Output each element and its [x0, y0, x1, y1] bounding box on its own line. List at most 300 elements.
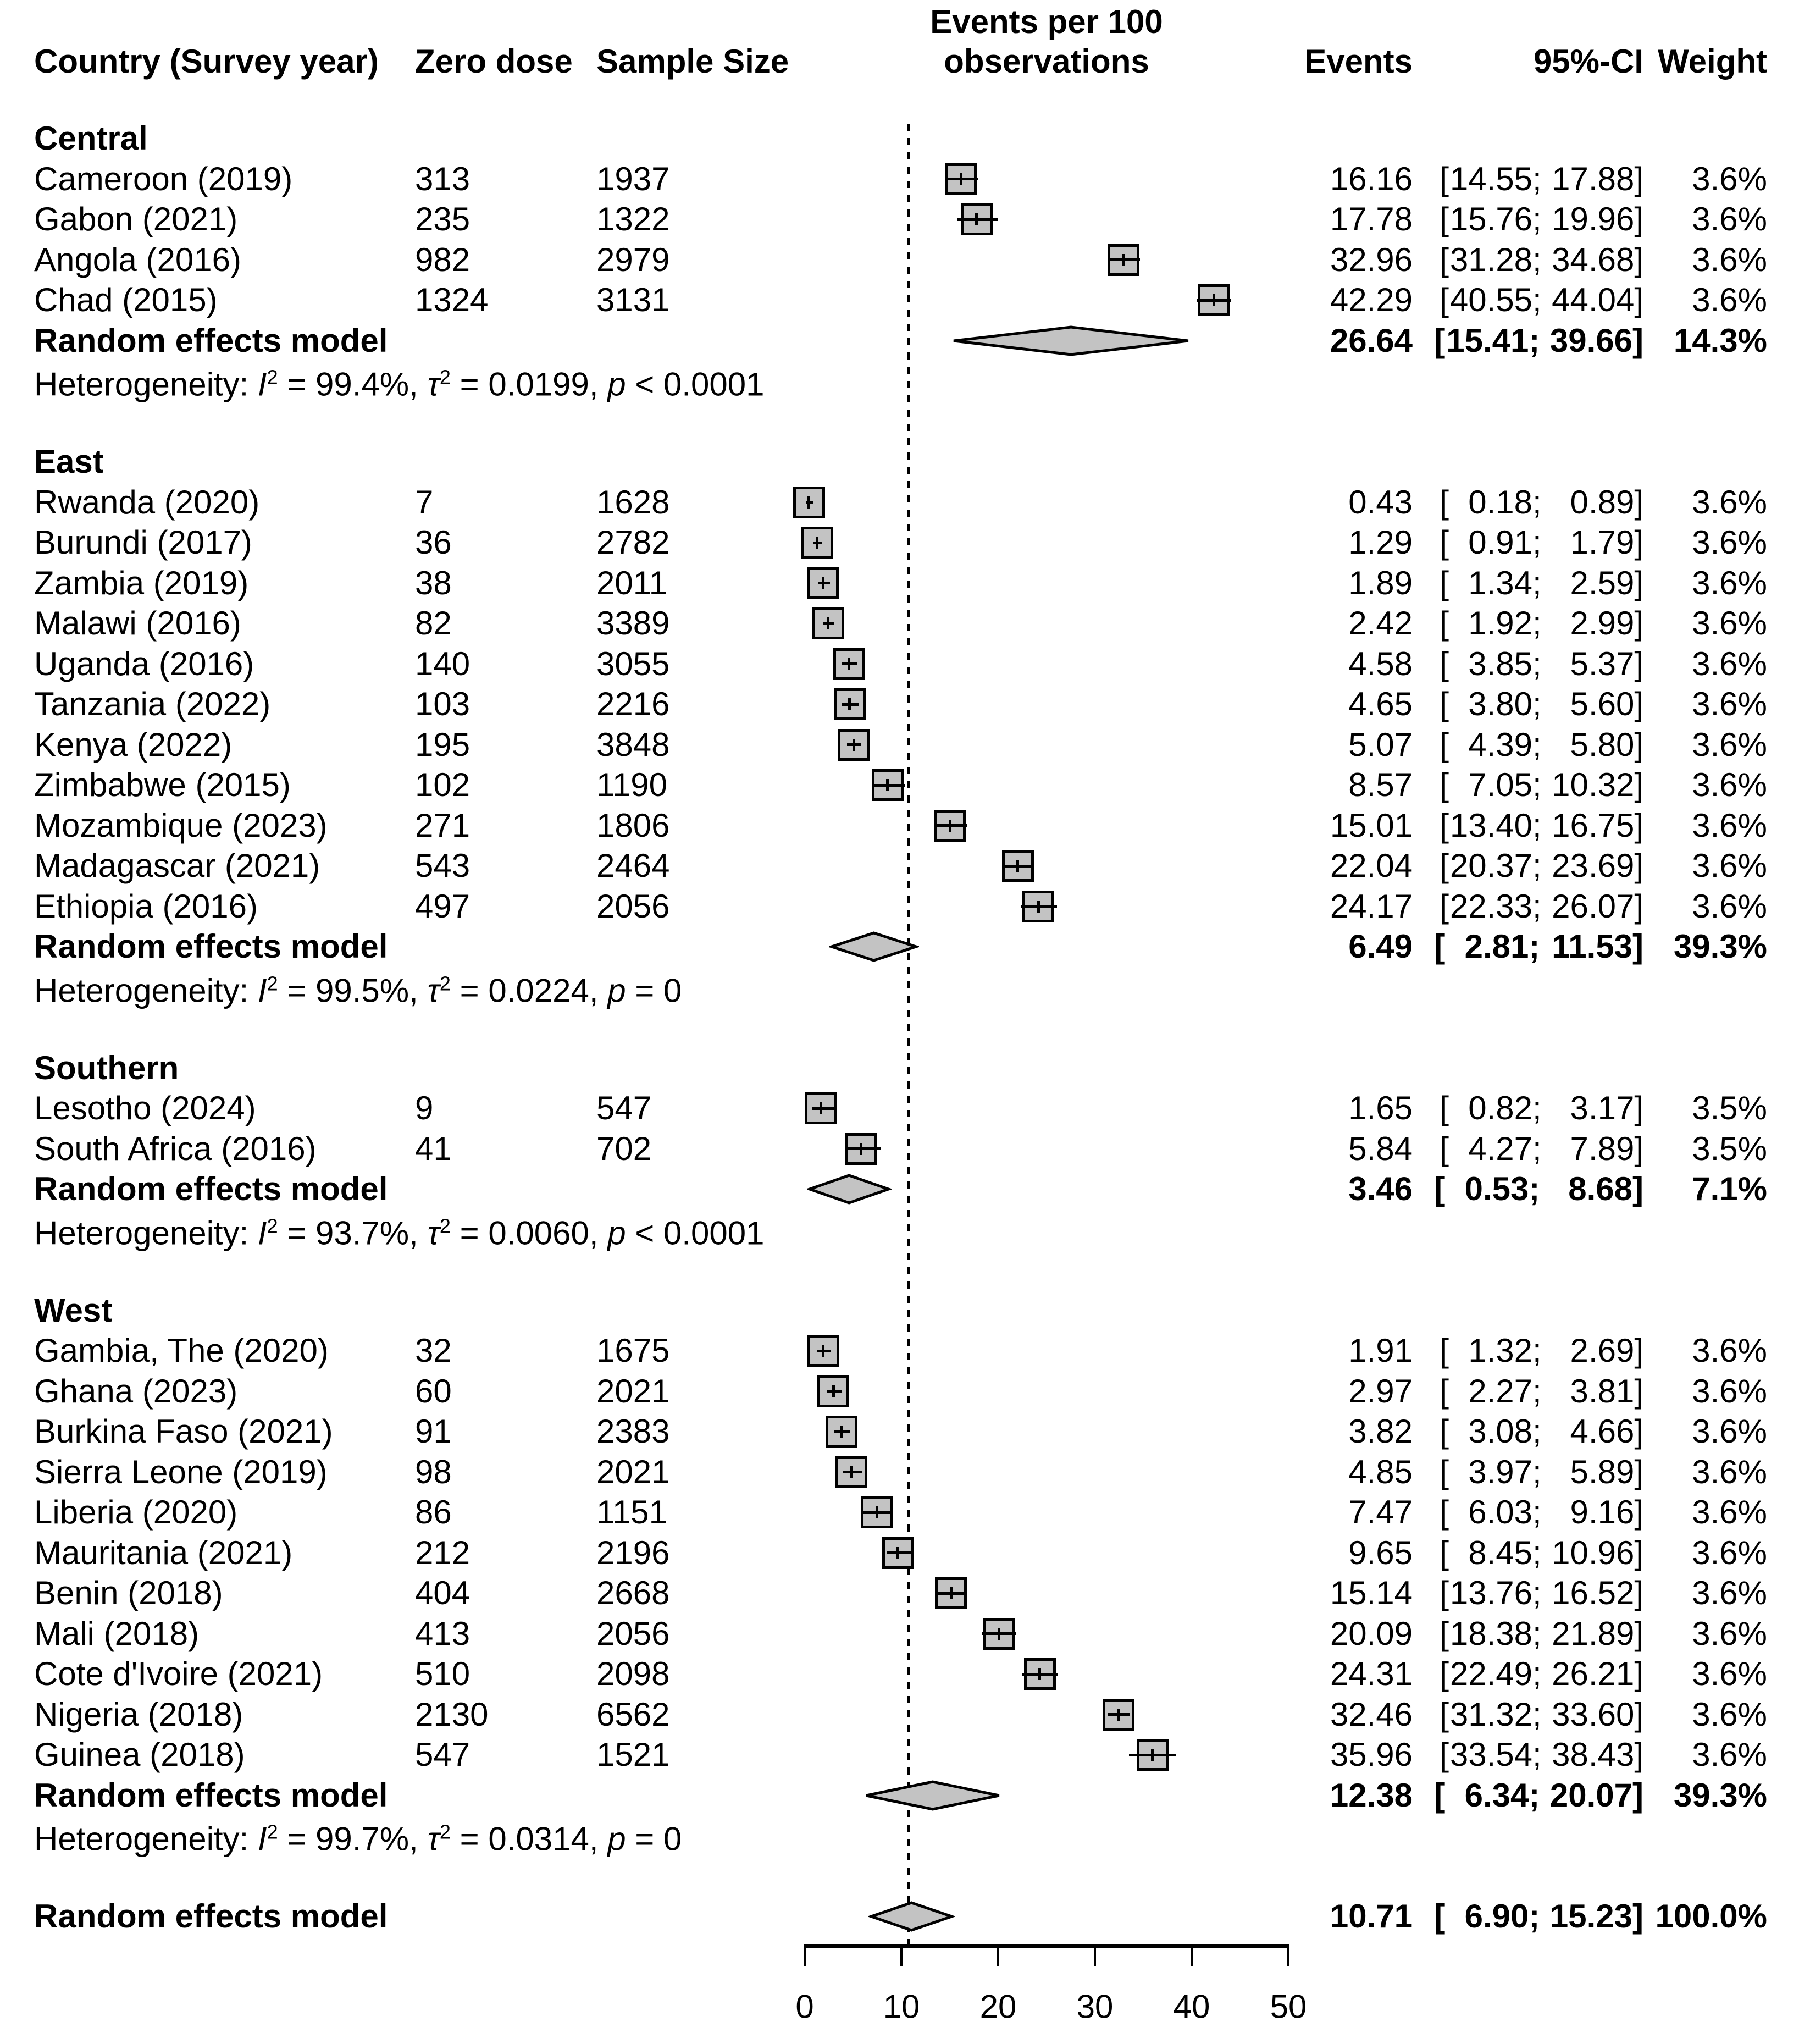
ci-upper: 38.43 — [1552, 1736, 1635, 1773]
ci-upper: 0.89 — [1570, 483, 1635, 521]
study-sample-size: 2216 — [596, 686, 670, 722]
re-model-weight: 39.3% — [1673, 1776, 1767, 1814]
point-estimate-tick — [822, 1345, 824, 1357]
study-weight: 3.6% — [1692, 605, 1767, 642]
point-estimate-tick — [960, 173, 962, 185]
column-header-events: Events — [1304, 43, 1413, 80]
point-estimate-tick — [1213, 294, 1215, 306]
study-weight: 3.6% — [1692, 1655, 1767, 1692]
point-estimate-tick — [1037, 901, 1040, 913]
ci-lower: 40.55 — [1449, 281, 1532, 318]
study-events: 24.31 — [1330, 1655, 1413, 1692]
ci-upper: 33.60 — [1552, 1695, 1635, 1733]
ci-lower: 0.53 — [1464, 1170, 1529, 1207]
ci-upper: 11.53 — [1552, 928, 1633, 965]
study-weight: 3.6% — [1692, 1494, 1767, 1531]
study-sample-size: 1806 — [596, 806, 670, 844]
study-sample-size: 2464 — [596, 847, 670, 884]
study-ci: [31.28; 34.68] — [1440, 241, 1643, 278]
ci-lower: 4.27 — [1468, 1130, 1532, 1167]
point-estimate-tick — [949, 820, 951, 832]
ci-lower: 15.41 — [1446, 322, 1529, 359]
study-zero-dose: 271 — [415, 806, 470, 844]
study-sample-size: 2021 — [596, 1372, 670, 1410]
study-weight: 3.6% — [1692, 1615, 1767, 1652]
study-label: Zambia (2019) — [34, 564, 249, 601]
x-axis-tick — [900, 1947, 903, 1966]
study-weight: 3.6% — [1692, 160, 1767, 197]
point-estimate-tick — [816, 537, 818, 549]
study-sample-size: 1322 — [596, 201, 670, 237]
study-label: Lesotho (2024) — [34, 1090, 256, 1126]
subgroup-summary-diamond — [863, 1779, 1002, 1812]
overall-weight: 100.0% — [1655, 1898, 1767, 1935]
study-label: Nigeria (2018) — [34, 1695, 243, 1733]
subgroup-summary-diamond — [807, 1173, 891, 1206]
ci-lower: 0.82 — [1468, 1090, 1532, 1126]
ci-lower: 1.92 — [1468, 605, 1532, 642]
ci-lower: 6.34 — [1464, 1776, 1529, 1814]
ci-upper: 3.81 — [1570, 1372, 1635, 1410]
study-label: Burundi (2017) — [34, 524, 252, 561]
x-axis-tick — [804, 1947, 806, 1966]
study-weight: 3.6% — [1692, 483, 1767, 521]
ci-upper: 17.88 — [1552, 160, 1635, 197]
study-ci: [31.32; 33.60] — [1440, 1695, 1643, 1733]
study-label: Mauritania (2021) — [34, 1534, 293, 1571]
point-estimate-tick — [822, 577, 824, 589]
study-ci: [13.40; 16.75] — [1440, 806, 1643, 844]
study-ci: [ 0.18; 0.89] — [1440, 483, 1643, 521]
x-axis-tick — [997, 1947, 999, 1966]
study-sample-size: 3848 — [596, 726, 670, 763]
study-weight: 3.6% — [1692, 524, 1767, 561]
study-label: Cameroon (2019) — [34, 160, 293, 197]
study-ci: [ 0.82; 3.17] — [1440, 1090, 1643, 1126]
study-label: Rwanda (2020) — [34, 483, 260, 521]
study-label: Mozambique (2023) — [34, 806, 328, 844]
point-estimate-tick — [1117, 1709, 1120, 1721]
ci-lower: 33.54 — [1449, 1736, 1532, 1773]
re-model-events: 26.64 — [1330, 322, 1413, 359]
ci-lower: 8.45 — [1468, 1534, 1532, 1571]
study-zero-dose: 543 — [415, 847, 470, 884]
study-weight: 3.6% — [1692, 1453, 1767, 1490]
study-weight: 3.5% — [1692, 1090, 1767, 1126]
ci-lower: 4.39 — [1468, 726, 1532, 763]
study-weight: 3.6% — [1692, 1534, 1767, 1571]
point-estimate-tick — [807, 496, 810, 509]
study-weight: 3.5% — [1692, 1130, 1767, 1167]
study-zero-dose: 2130 — [415, 1695, 489, 1733]
study-weight: 3.6% — [1692, 1332, 1767, 1369]
study-events: 15.01 — [1330, 806, 1413, 844]
study-ci: [ 6.03; 9.16] — [1440, 1494, 1643, 1531]
ci-lower: 3.08 — [1468, 1413, 1532, 1450]
study-weight: 3.6% — [1692, 241, 1767, 278]
ci-upper: 5.80 — [1570, 726, 1635, 763]
study-sample-size: 1937 — [596, 160, 670, 197]
point-estimate-tick — [860, 1143, 862, 1155]
study-events: 4.65 — [1348, 686, 1413, 722]
point-estimate-tick — [827, 617, 829, 629]
study-events: 1.89 — [1348, 564, 1413, 601]
study-weight: 3.6% — [1692, 564, 1767, 601]
study-zero-dose: 510 — [415, 1655, 470, 1692]
column-header-observations: observations — [944, 43, 1149, 80]
study-sample-size: 1190 — [596, 766, 668, 803]
study-zero-dose: 212 — [415, 1534, 470, 1571]
ci-upper: 10.96 — [1552, 1534, 1635, 1571]
study-zero-dose: 103 — [415, 686, 470, 722]
study-ci: [15.76; 19.96] — [1440, 201, 1643, 237]
study-ci: [ 4.27; 7.89] — [1440, 1130, 1643, 1167]
ci-lower: 20.37 — [1449, 847, 1532, 884]
study-weight: 3.6% — [1692, 645, 1767, 682]
x-axis-tick-label: 20 — [979, 1988, 1017, 2025]
study-sample-size: 2021 — [596, 1453, 670, 1490]
study-events: 2.97 — [1348, 1372, 1413, 1410]
study-events: 35.96 — [1330, 1736, 1413, 1773]
study-zero-dose: 36 — [415, 524, 452, 561]
study-label: South Africa (2016) — [34, 1130, 317, 1167]
study-ci: [18.38; 21.89] — [1440, 1615, 1643, 1652]
study-label: Liberia (2020) — [34, 1494, 238, 1531]
study-weight: 3.6% — [1692, 1372, 1767, 1410]
study-events: 9.65 — [1348, 1534, 1413, 1571]
ci-lower: 13.40 — [1449, 806, 1532, 844]
study-events: 1.29 — [1348, 524, 1413, 561]
ci-lower: 22.49 — [1449, 1655, 1532, 1692]
study-weight: 3.6% — [1692, 847, 1767, 884]
point-estimate-tick — [853, 739, 855, 751]
study-ci: [ 7.05; 10.32] — [1440, 766, 1643, 803]
x-axis-tick — [1094, 1947, 1096, 1966]
point-estimate-tick — [832, 1385, 835, 1397]
x-axis — [804, 1944, 1289, 1948]
study-weight: 3.6% — [1692, 766, 1767, 803]
study-zero-dose: 1324 — [415, 281, 489, 318]
study-zero-dose: 38 — [415, 564, 452, 601]
study-zero-dose: 91 — [415, 1413, 452, 1450]
study-label: Ethiopia (2016) — [34, 887, 258, 925]
study-weight: 3.6% — [1692, 1736, 1767, 1773]
re-model-ci: [ 0.53; 8.68] — [1434, 1170, 1643, 1207]
study-events: 32.46 — [1330, 1695, 1413, 1733]
study-events: 42.29 — [1330, 281, 1413, 318]
study-ci: [ 1.34; 2.59] — [1440, 564, 1643, 601]
study-zero-dose: 7 — [415, 483, 434, 521]
study-zero-dose: 102 — [415, 766, 470, 803]
study-sample-size: 2782 — [596, 524, 670, 561]
point-estimate-tick — [886, 779, 889, 791]
study-weight: 3.6% — [1692, 686, 1767, 722]
study-events: 3.82 — [1348, 1413, 1413, 1450]
study-zero-dose: 41 — [415, 1130, 452, 1167]
re-model-weight: 14.3% — [1673, 322, 1767, 359]
study-label: Chad (2015) — [34, 281, 218, 318]
x-axis-tick-label: 50 — [1270, 1988, 1307, 2025]
ci-upper: 2.99 — [1570, 605, 1635, 642]
study-ci: [ 3.85; 5.37] — [1440, 645, 1643, 682]
point-estimate-tick — [848, 658, 850, 670]
study-label: Gambia, The (2020) — [34, 1332, 329, 1369]
study-label: Malawi (2016) — [34, 605, 241, 642]
study-label: Gabon (2021) — [34, 201, 238, 237]
column-header-country: Country (Survey year) — [34, 43, 379, 80]
ci-upper: 16.75 — [1552, 806, 1635, 844]
ci-upper: 23.69 — [1552, 847, 1635, 884]
x-axis-tick-label: 0 — [795, 1988, 814, 2025]
ci-lower: 3.80 — [1468, 686, 1532, 722]
ci-lower: 18.38 — [1449, 1615, 1532, 1652]
point-estimate-tick — [896, 1547, 899, 1559]
study-ci: [ 3.97; 5.89] — [1440, 1453, 1643, 1490]
ci-upper: 5.60 — [1570, 686, 1635, 722]
study-weight: 3.6% — [1692, 201, 1767, 237]
study-label: Ghana (2023) — [34, 1372, 238, 1410]
re-model-label: Random effects model — [34, 1776, 388, 1814]
study-zero-dose: 195 — [415, 726, 470, 763]
study-sample-size: 2056 — [596, 887, 670, 925]
study-label: Cote d'Ivoire (2021) — [34, 1655, 323, 1692]
study-events: 17.78 — [1330, 201, 1413, 237]
point-estimate-tick — [820, 1102, 822, 1114]
ci-lower: 14.55 — [1449, 160, 1532, 197]
study-zero-dose: 413 — [415, 1615, 470, 1652]
point-estimate-tick — [848, 698, 851, 710]
point-estimate-tick — [998, 1628, 1000, 1640]
study-zero-dose: 9 — [415, 1090, 434, 1126]
re-model-ci: [ 2.81; 11.53] — [1434, 928, 1643, 965]
study-events: 8.57 — [1348, 766, 1413, 803]
study-ci: [ 0.91; 1.79] — [1440, 524, 1643, 561]
study-ci: [22.49; 26.21] — [1440, 1655, 1643, 1692]
ci-line — [812, 1107, 835, 1110]
column-header-weight: Weight — [1658, 43, 1767, 80]
re-model-label: Random effects model — [34, 1170, 388, 1207]
ci-lower: 3.85 — [1468, 645, 1532, 682]
x-axis-tick — [1287, 1947, 1289, 1966]
ci-lower: 0.18 — [1468, 483, 1532, 521]
ci-upper: 44.04 — [1552, 281, 1635, 318]
study-sample-size: 3389 — [596, 605, 670, 642]
study-sample-size: 6562 — [596, 1695, 670, 1733]
overall-ci: [ 6.90; 15.23] — [1434, 1898, 1643, 1935]
re-model-events: 6.49 — [1348, 928, 1413, 965]
heterogeneity-note: Heterogeneity: $I^2 = 93.7\%$, $\tau^2 = 0.0060$, p < 0.0001 — [34, 1214, 765, 1251]
column-header-ci: 95%-CI — [1533, 43, 1643, 80]
re-model-weight: 39.3% — [1673, 928, 1767, 965]
ci-lower: 6.90 — [1464, 1898, 1529, 1935]
ci-lower: 1.34 — [1468, 564, 1532, 601]
ci-upper: 39.66 — [1549, 322, 1633, 359]
study-events: 1.65 — [1348, 1090, 1413, 1126]
study-events: 16.16 — [1330, 160, 1413, 197]
study-sample-size: 1675 — [596, 1332, 670, 1369]
study-label: Zimbabwe (2015) — [34, 766, 291, 803]
ci-line — [846, 1147, 881, 1150]
column-header-sample-size: Sample Size — [596, 43, 789, 80]
study-sample-size: 2011 — [596, 564, 668, 601]
subgroup-summary-diamond — [951, 324, 1191, 357]
study-sample-size: 3055 — [596, 645, 670, 682]
study-ci: [14.55; 17.88] — [1440, 160, 1643, 197]
study-events: 4.85 — [1348, 1453, 1413, 1490]
group-label: West — [34, 1291, 113, 1329]
study-weight: 3.6% — [1692, 806, 1767, 844]
study-events: 20.09 — [1330, 1615, 1413, 1652]
ci-upper: 15.23 — [1549, 1898, 1633, 1935]
x-axis-tick-label: 30 — [1076, 1988, 1114, 2025]
study-ci: [13.76; 16.52] — [1440, 1575, 1643, 1611]
study-sample-size: 2668 — [596, 1575, 670, 1611]
ci-upper: 34.68 — [1552, 241, 1635, 278]
study-ci: [ 2.27; 3.81] — [1440, 1372, 1643, 1410]
point-estimate-tick — [1016, 860, 1019, 872]
study-sample-size: 2383 — [596, 1413, 670, 1450]
ci-upper: 1.79 — [1570, 524, 1635, 561]
study-ci: [ 3.80; 5.60] — [1440, 686, 1643, 722]
study-ci: [ 3.08; 4.66] — [1440, 1413, 1643, 1450]
study-sample-size: 2196 — [596, 1534, 670, 1571]
ci-lower: 3.97 — [1468, 1453, 1532, 1490]
study-events: 5.84 — [1348, 1130, 1413, 1167]
group-label: East — [34, 443, 104, 480]
study-weight: 3.6% — [1692, 887, 1767, 925]
re-model-events: 12.38 — [1330, 1776, 1413, 1814]
group-label: Southern — [34, 1049, 179, 1086]
point-estimate-tick — [975, 213, 978, 225]
study-ci: [ 1.32; 2.69] — [1440, 1332, 1643, 1369]
ci-lower: 7.05 — [1468, 766, 1532, 803]
study-zero-dose: 404 — [415, 1575, 470, 1611]
study-events: 24.17 — [1330, 887, 1413, 925]
ci-upper: 2.69 — [1570, 1332, 1635, 1369]
ci-upper: 26.21 — [1552, 1655, 1635, 1692]
ci-upper: 8.68 — [1568, 1170, 1633, 1207]
overall-summary-diamond — [868, 1900, 955, 1933]
overall-model-label: Random effects model — [34, 1898, 388, 1935]
subgroup-summary-diamond — [829, 930, 918, 963]
ci-lower: 6.03 — [1468, 1494, 1532, 1531]
study-zero-dose: 32 — [415, 1332, 452, 1369]
ci-lower: 13.76 — [1449, 1575, 1532, 1611]
study-zero-dose: 140 — [415, 645, 470, 682]
ci-upper: 10.32 — [1552, 766, 1635, 803]
ci-upper: 4.66 — [1570, 1413, 1635, 1450]
study-events: 5.07 — [1348, 726, 1413, 763]
study-zero-dose: 547 — [415, 1736, 470, 1773]
ci-upper: 9.16 — [1570, 1494, 1635, 1531]
x-axis-tick-label: 40 — [1173, 1988, 1210, 2025]
ci-lower: 1.32 — [1468, 1332, 1532, 1369]
study-label: Angola (2016) — [34, 241, 241, 278]
ci-upper: 16.52 — [1552, 1575, 1635, 1611]
ci-upper: 21.89 — [1552, 1615, 1635, 1652]
re-model-events: 3.46 — [1348, 1170, 1413, 1207]
study-ci: [33.54; 38.43] — [1440, 1736, 1643, 1773]
study-events: 7.47 — [1348, 1494, 1413, 1531]
study-ci: [ 4.39; 5.80] — [1440, 726, 1643, 763]
study-events: 0.43 — [1348, 483, 1413, 521]
study-weight: 3.6% — [1692, 281, 1767, 318]
study-zero-dose: 82 — [415, 605, 452, 642]
point-estimate-tick — [1122, 254, 1125, 266]
study-sample-size: 702 — [596, 1130, 652, 1167]
x-axis-tick-label: 10 — [883, 1988, 920, 2025]
ci-lower: 15.76 — [1449, 201, 1532, 237]
ci-upper: 5.89 — [1570, 1453, 1635, 1490]
x-axis-tick — [1191, 1947, 1193, 1966]
re-model-ci: [15.41; 39.66] — [1434, 322, 1643, 359]
point-estimate-tick — [840, 1426, 843, 1438]
ci-lower: 0.91 — [1468, 524, 1532, 561]
study-sample-size: 3131 — [596, 281, 670, 318]
study-zero-dose: 313 — [415, 160, 470, 197]
ci-lower: 22.33 — [1449, 887, 1532, 925]
study-weight: 3.6% — [1692, 1413, 1767, 1450]
study-events: 2.42 — [1348, 605, 1413, 642]
study-events: 15.14 — [1330, 1575, 1413, 1611]
ci-upper: 26.07 — [1552, 887, 1635, 925]
re-model-weight: 7.1% — [1692, 1170, 1767, 1207]
point-estimate-tick — [1038, 1668, 1041, 1680]
study-ci: [20.37; 23.69] — [1440, 847, 1643, 884]
ci-upper: 7.89 — [1570, 1130, 1635, 1167]
study-ci: [ 1.92; 2.99] — [1440, 605, 1643, 642]
study-label: Mali (2018) — [34, 1615, 200, 1652]
column-header-zero-dose: Zero dose — [415, 43, 573, 80]
point-estimate-tick — [950, 1587, 953, 1599]
ci-lower: 2.27 — [1468, 1372, 1532, 1410]
study-sample-size: 1628 — [596, 483, 670, 521]
study-zero-dose: 60 — [415, 1372, 452, 1410]
study-label: Guinea (2018) — [34, 1736, 245, 1773]
study-label: Kenya (2022) — [34, 726, 233, 763]
ci-upper: 19.96 — [1552, 201, 1635, 237]
study-events: 4.58 — [1348, 645, 1413, 682]
ci-upper: 20.07 — [1549, 1776, 1633, 1814]
ci-lower: 2.81 — [1464, 928, 1529, 965]
study-zero-dose: 982 — [415, 241, 470, 278]
ci-upper: 5.37 — [1570, 645, 1635, 682]
re-model-label: Random effects model — [34, 322, 388, 359]
study-events: 22.04 — [1330, 847, 1413, 884]
study-sample-size: 2098 — [596, 1655, 670, 1692]
study-zero-dose: 98 — [415, 1453, 452, 1490]
column-header-events-per-100: Events per 100 — [930, 3, 1163, 40]
study-events: 1.91 — [1348, 1332, 1413, 1369]
point-estimate-tick — [876, 1506, 878, 1518]
ci-upper: 2.59 — [1570, 564, 1635, 601]
study-label: Uganda (2016) — [34, 645, 254, 682]
point-estimate-tick — [850, 1466, 853, 1478]
ci-lower: 31.32 — [1449, 1695, 1532, 1733]
study-label: Madagascar (2021) — [34, 847, 320, 884]
point-estimate-tick — [1151, 1749, 1154, 1761]
study-zero-dose: 86 — [415, 1494, 452, 1531]
study-label: Burkina Faso (2021) — [34, 1413, 333, 1450]
re-model-label: Random effects model — [34, 928, 388, 965]
study-label: Tanzania (2022) — [34, 686, 271, 722]
re-model-ci: [ 6.34; 20.07] — [1434, 1776, 1643, 1814]
study-weight: 3.6% — [1692, 726, 1767, 763]
study-ci: [40.55; 44.04] — [1440, 281, 1643, 318]
study-sample-size: 1151 — [596, 1494, 668, 1531]
study-weight: 3.6% — [1692, 1695, 1767, 1733]
heterogeneity-note: Heterogeneity: $I^2 = 99.7\%$, $\tau^2 = 0.0314$, p = 0 — [34, 1820, 682, 1858]
